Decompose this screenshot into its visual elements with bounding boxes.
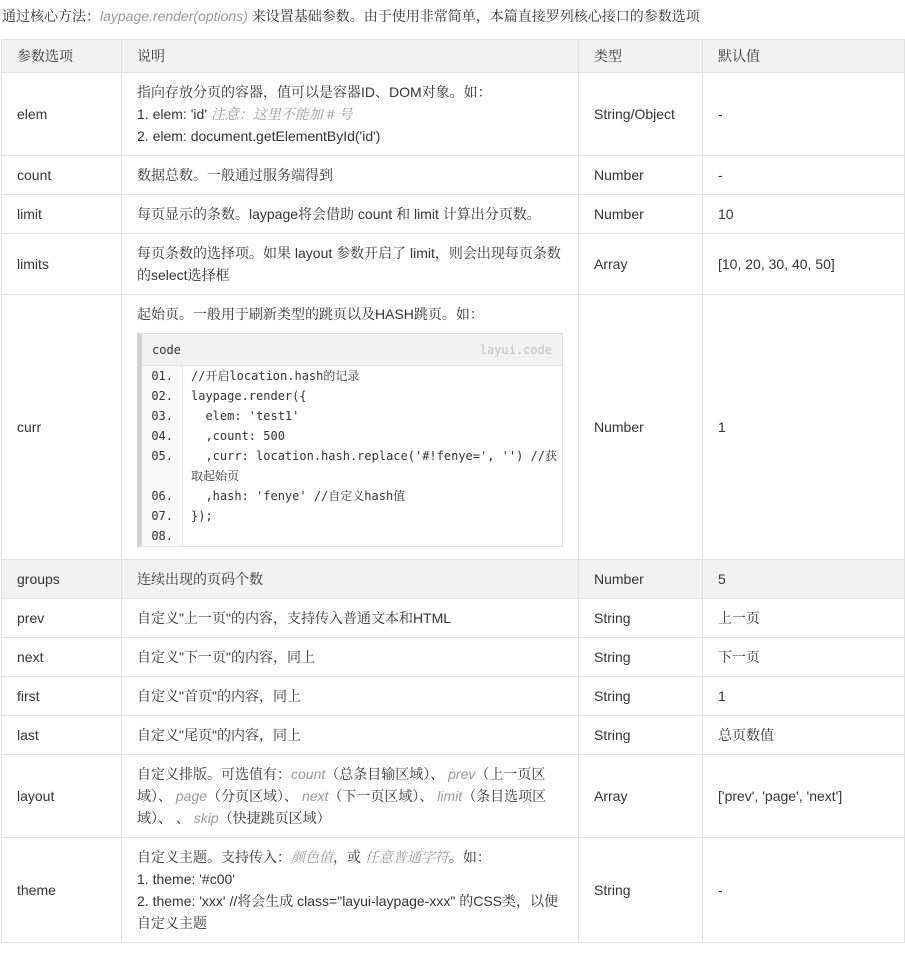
description-cell — [122, 755, 579, 838]
code-block — [137, 333, 563, 547]
param-name: count — [17, 167, 52, 183]
param-name-cell — [2, 156, 122, 195]
type-value: Array — [594, 256, 628, 272]
type-value: String — [594, 688, 631, 704]
description-text: （条目选项区域）、 、 — [137, 788, 547, 826]
param-name-cell — [2, 677, 122, 716]
description-cell — [122, 716, 579, 755]
type-value: Number — [594, 167, 644, 183]
code-line — [142, 406, 562, 426]
description-text: 自定义"首页"的内容，同上 — [137, 688, 301, 704]
param-name-cell — [2, 716, 122, 755]
table-row — [2, 195, 905, 234]
type-value: String — [594, 649, 631, 665]
type-value: Number — [594, 571, 644, 587]
code-line — [142, 486, 562, 506]
param-name-cell — [2, 599, 122, 638]
default-value: 下一页 — [718, 649, 760, 665]
code-line — [142, 446, 562, 486]
description-text: 自定义"上一页"的内容，支持传入普通文本和HTML — [137, 610, 452, 626]
description-em: prev — [448, 766, 476, 782]
table-row — [2, 234, 905, 295]
description-em: 注意：这里不能加 # 号 — [210, 106, 353, 122]
code-line — [142, 426, 562, 446]
code-title-bar — [142, 334, 562, 366]
description-text: （下一页区域）、 — [328, 788, 438, 804]
code-line-number: 04. — [151, 429, 173, 443]
code-line-text: laypage.render({ — [182, 386, 562, 406]
code-line — [142, 386, 562, 406]
param-name: elem — [17, 106, 48, 122]
type-cell — [579, 195, 703, 234]
table-row — [2, 599, 905, 638]
description-cell — [122, 156, 579, 195]
description-cell — [122, 295, 579, 560]
param-name-cell — [2, 295, 122, 560]
type-cell — [579, 73, 703, 156]
param-name: last — [17, 727, 39, 743]
table-row — [2, 560, 905, 599]
description-text: 自定义"下一页"的内容，同上 — [137, 649, 315, 665]
table-row — [2, 73, 905, 156]
intro-suffix: 来设置基础参数。由于使用非常简单，本篇直接罗列核心接口的参数选项 — [247, 8, 700, 24]
param-name-cell — [2, 838, 122, 943]
type-cell — [579, 716, 703, 755]
table-row — [2, 295, 905, 560]
table-row — [2, 677, 905, 716]
table-row — [2, 638, 905, 677]
table-row — [2, 156, 905, 195]
table-row — [2, 755, 905, 838]
description-text: 自定义主题。支持传入： — [137, 849, 291, 865]
default-value: 10 — [718, 206, 734, 222]
intro-text — [2, 6, 903, 26]
code-line-number: 08. — [151, 529, 173, 543]
code-line-text: ,hash: 'fenye' //自定义hash值 — [182, 486, 562, 506]
default-cell — [703, 677, 905, 716]
param-name-cell — [2, 195, 122, 234]
code-line-text: //开启location.hash的记录 — [182, 366, 562, 386]
param-name: prev — [17, 610, 45, 626]
default-cell — [703, 716, 905, 755]
default-value: - — [718, 167, 723, 183]
table-row — [2, 716, 905, 755]
param-name-cell — [2, 234, 122, 295]
intro-method-em: laypage.render(options) — [100, 8, 248, 24]
type-cell — [579, 295, 703, 560]
description-text: 。如： — [448, 849, 491, 865]
description-em: skip — [193, 810, 219, 826]
description-text: 1. elem: 'id' — [137, 106, 211, 122]
col-header-default: 默认值 — [703, 40, 905, 73]
default-cell — [703, 195, 905, 234]
default-cell — [703, 295, 905, 560]
description-text: 2. elem: document.getElementById('id') — [137, 128, 381, 144]
param-name: curr — [17, 419, 42, 435]
intro-prefix: 通过核心方法： — [2, 8, 100, 24]
default-value: 5 — [718, 571, 726, 587]
type-value: String — [594, 882, 631, 898]
type-value: Number — [594, 206, 644, 222]
description-text: 自定义排版。可选值有： — [137, 766, 291, 782]
type-cell — [579, 156, 703, 195]
default-cell — [703, 234, 905, 295]
type-value: Array — [594, 788, 628, 804]
code-line — [142, 526, 562, 546]
default-value: - — [718, 882, 723, 898]
description-cell — [122, 195, 579, 234]
description-text: （总条目输区域）、 — [325, 766, 449, 782]
param-name-cell — [2, 560, 122, 599]
type-value: String — [594, 727, 631, 743]
type-cell — [579, 234, 703, 295]
param-name: limits — [17, 256, 49, 272]
code-line — [142, 506, 562, 526]
description-text: 自定义"尾页"的内容，同上 — [137, 727, 301, 743]
description-em: next — [301, 788, 329, 804]
description-text: （分页区域）、 — [207, 788, 302, 804]
description-em: 颜色值 — [291, 849, 333, 865]
code-line-text: }); — [182, 506, 562, 526]
table-header-row — [2, 40, 905, 73]
description-text: 起始页。一般用于刷新类型的跳页以及HASH跳页。如： — [137, 306, 484, 322]
type-value: String — [594, 610, 631, 626]
description-text: 1. theme: '#c00' — [137, 871, 235, 887]
default-value: 1 — [718, 419, 726, 435]
default-cell — [703, 838, 905, 943]
code-brand: layui.code — [479, 342, 552, 357]
type-cell — [579, 638, 703, 677]
col-header-param: 参数选项 — [2, 40, 122, 73]
type-cell — [579, 755, 703, 838]
code-line-text: elem: 'test1' — [182, 406, 562, 426]
description-text: 指向存放分页的容器，值可以是容器ID、DOM对象。如： — [137, 84, 492, 100]
col-header-description: 说明 — [122, 40, 579, 73]
description-em: count — [291, 766, 326, 782]
param-name: first — [17, 688, 40, 704]
description-text: 数据总数。一般通过服务端得到 — [137, 167, 333, 183]
description-text: （上一页区域）、 — [137, 766, 546, 804]
param-name-cell — [2, 638, 122, 677]
param-name-cell — [2, 755, 122, 838]
code-line-text: ,curr: location.hash.replace('#!fenye=', '') //获取起始页 — [182, 446, 562, 486]
type-cell — [579, 560, 703, 599]
description-text: （快捷跳页区域） — [218, 810, 331, 826]
param-name: groups — [17, 571, 60, 587]
default-cell — [703, 599, 905, 638]
default-value: 上一页 — [718, 610, 760, 626]
description-em: page — [175, 788, 208, 804]
type-cell — [579, 599, 703, 638]
default-value: ['prev', 'page', 'next'] — [718, 788, 843, 804]
default-value: 总页数值 — [718, 727, 774, 743]
code-line-number: 05. — [151, 449, 173, 463]
description-cell — [122, 560, 579, 599]
param-name-cell — [2, 73, 122, 156]
type-cell — [579, 838, 703, 943]
description-em: 任意普通字符 — [364, 849, 449, 865]
description-cell — [122, 234, 579, 295]
default-cell — [703, 156, 905, 195]
code-line-number: 07. — [151, 509, 173, 523]
default-value: 1 — [718, 688, 726, 704]
default-value: [10, 20, 30, 40, 50] — [718, 256, 835, 272]
default-cell — [703, 73, 905, 156]
code-title-label: code — [152, 342, 181, 357]
code-line-text: ,count: 500 — [182, 426, 562, 446]
default-cell — [703, 638, 905, 677]
param-name: next — [17, 649, 44, 665]
col-header-type: 类型 — [579, 40, 703, 73]
table-row — [2, 838, 905, 943]
default-cell — [703, 755, 905, 838]
code-line-number: 02. — [151, 389, 173, 403]
description-em: limit — [437, 788, 463, 804]
description-text: 2. theme: 'xxx' //将会生成 class="layui-laypage-xxx" 的CSS类，以便自定义主题 — [137, 893, 559, 931]
description-text: 连续出现的页码个数 — [137, 571, 263, 587]
default-value: - — [718, 106, 723, 122]
param-name: limit — [17, 206, 42, 222]
code-line-number: 03. — [151, 409, 173, 423]
code-line — [142, 366, 562, 386]
description-text: 每页条数的选择项。如果 layout 参数开启了 limit，则会出现每页条数的select选择框 — [137, 245, 561, 283]
description-cell — [122, 638, 579, 677]
description-text: 每页显示的条数。laypage将会借助 count 和 limit 计算出分页数。 — [137, 206, 541, 222]
description-cell — [122, 73, 579, 156]
param-name: layout — [17, 788, 55, 804]
description-cell — [122, 599, 579, 638]
code-line-number: 01. — [151, 369, 173, 383]
type-value: String/Object — [594, 106, 675, 122]
code-lines — [142, 366, 562, 546]
params-table — [1, 39, 905, 943]
params-table-body — [2, 73, 905, 943]
default-cell — [703, 560, 905, 599]
type-cell — [579, 677, 703, 716]
description-text: ，或 — [333, 849, 365, 865]
code-line-number: 06. — [151, 489, 173, 503]
code-line-text — [182, 526, 562, 546]
description-cell — [122, 838, 579, 943]
type-value: Number — [594, 419, 644, 435]
description-cell — [122, 677, 579, 716]
param-name: theme — [17, 882, 56, 898]
